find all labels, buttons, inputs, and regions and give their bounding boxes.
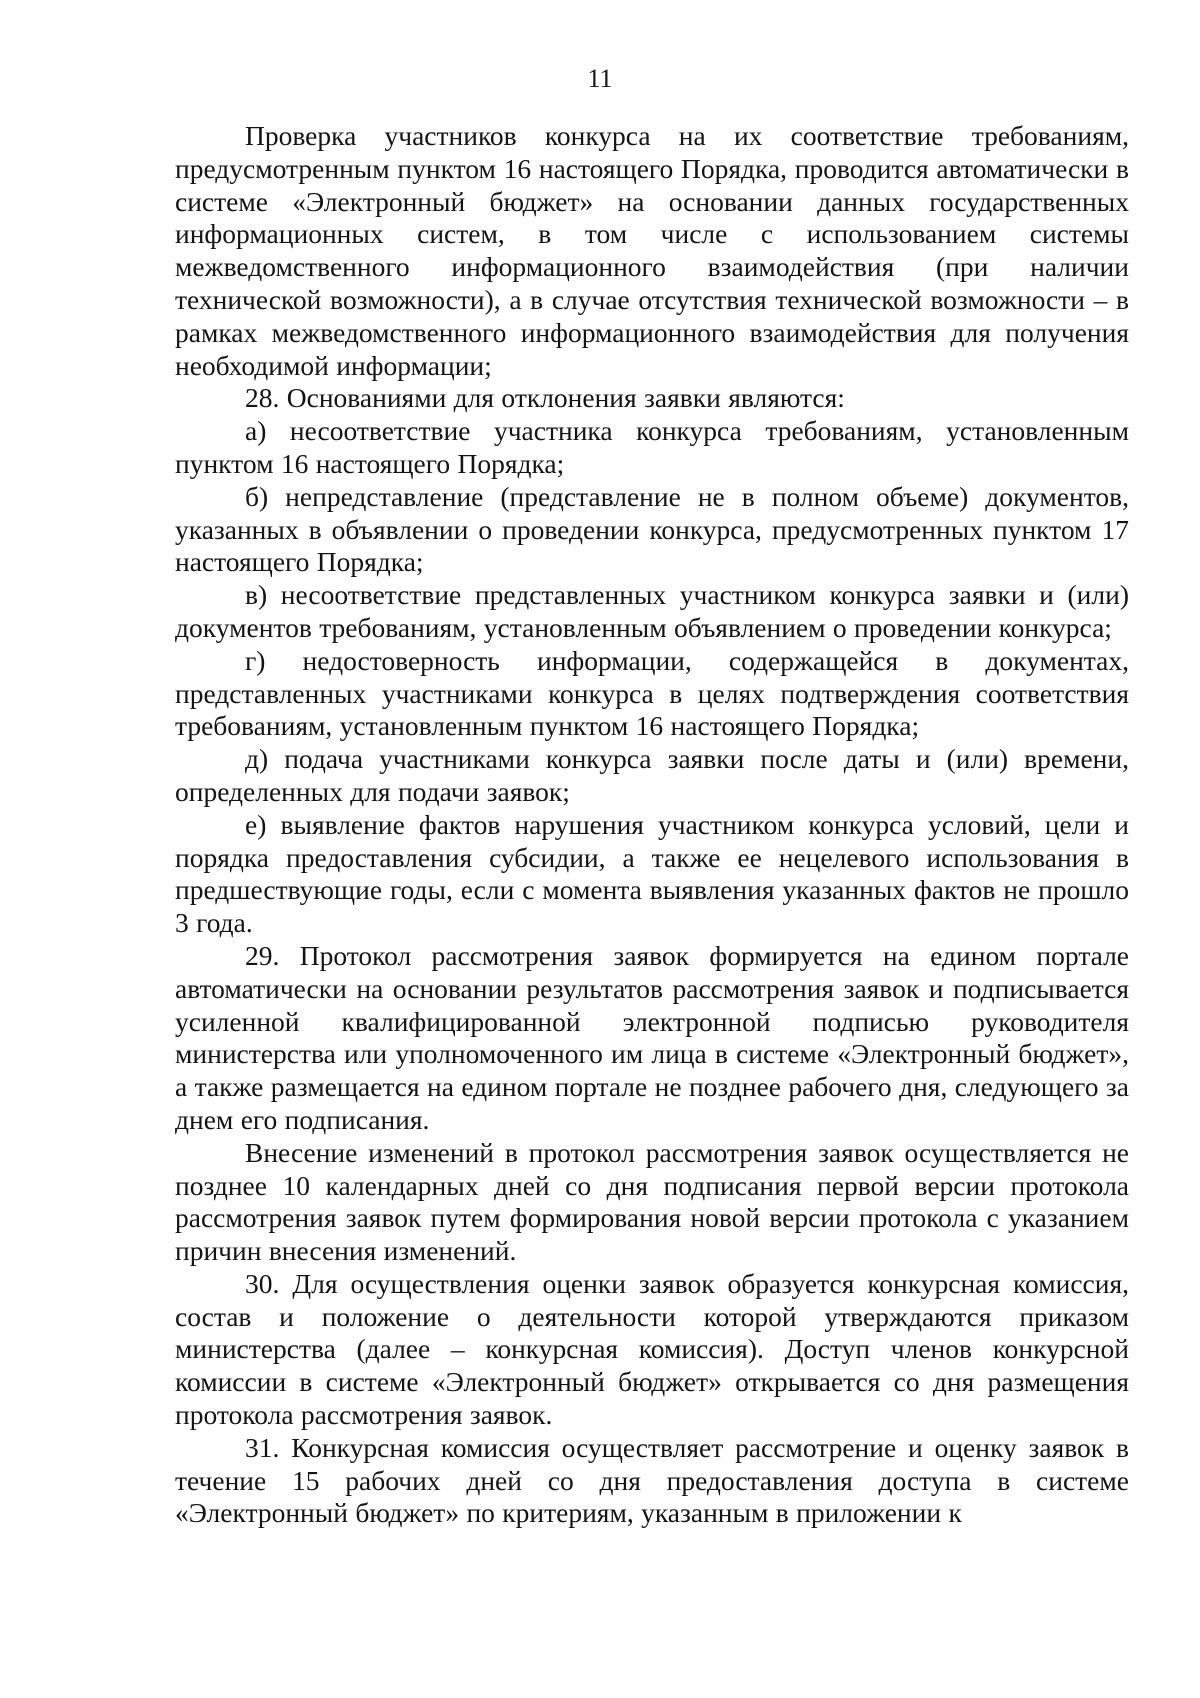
paragraph-28-v: в) несоответствие представленных участником конкурса заявки и (или) документов требованиям, установленным объявлением о проведении конкурса; [175, 579, 1129, 643]
paragraph-31: 31. Конкурсная комиссия осуществляет рассмотрение и оценку заявок в течение 15 рабочих дней со дня предоставления доступа в системе «Электронный бюджет» по критериям, указанным в приложении к [175, 1431, 1129, 1529]
paragraph-28-g: г) недостоверность информации, содержащейся в документах, представленных участниками конкурса в целях подтверждения соответствия требованиям, установленным пунктом 16 настоящего Порядка; [175, 644, 1129, 742]
paragraph-28-b: б) непредставление (представление не в полном объеме) документов, указанных в объявлении о проведении конкурса, предусмотренных пунктом 17 настоящего Порядка; [175, 480, 1129, 578]
paragraph-28-d: д) подача участниками конкурса заявки после даты и (или) времени, определенных для подачи заявок; [175, 743, 1129, 807]
paragraph-28-a: а) несоответствие участника конкурса требованиям, установленным пунктом 16 настоящего Порядка; [175, 415, 1129, 479]
paragraph-30: 30. Для осуществления оценки заявок образуется конкурсная комиссия, состав и положение о деятельности которой утверждаются приказом министерства (далее – конкурсная комиссия). Доступ членов конкурсной комиссии в системе «Электронный бюджет» открывается со дня размещения протокола рассмотрения заявок. [175, 1267, 1129, 1431]
paragraph-verification: Проверка участников конкурса на их соответствие требованиям, предусмотренным пунктом 16 настоящего Порядка, проводится автоматически в системе «Электронный бюджет» на основании данных государственных информационных систем, в том числе с использованием системы межведомственного информационного взаимодействия (при наличии технической возможности), а в случае отсутствия технической возможности – в рамках межведомственного информационного взаимодействия для получения необходимой информации; [175, 120, 1129, 381]
paragraph-29: 29. Протокол рассмотрения заявок формируется на едином портале автоматически на основании результатов рассмотрения заявок и подписывается усиленной квалифицированной электронной подписью руководителя министерства или уполномоченного им лица в системе «Электронный бюджет», а также размещается на едином портале не позднее рабочего дня, следующего за днем его подписания. [175, 939, 1129, 1135]
paragraph-28-heading: 28. Основаниями для отклонения заявки являются: [245, 382, 845, 414]
paragraph-29-amendments: Внесение изменений в протокол рассмотрения заявок осуществляется не позднее 10 календарных дней со дня подписания первой версии протокола рассмотрения заявок путем формирования новой версии протокола с указанием причин внесения изменений. [175, 1136, 1129, 1267]
paragraph-28-e: е) выявление фактов нарушения участником конкурса условий, цели и порядка предоставления субсидии, а также ее нецелевого использования в предшествующие годы, если с момента выявления указанных фактов не прошло 3 года. [175, 808, 1129, 939]
document-body [175, 120, 1129, 1530]
page-number: 11 [587, 64, 613, 93]
